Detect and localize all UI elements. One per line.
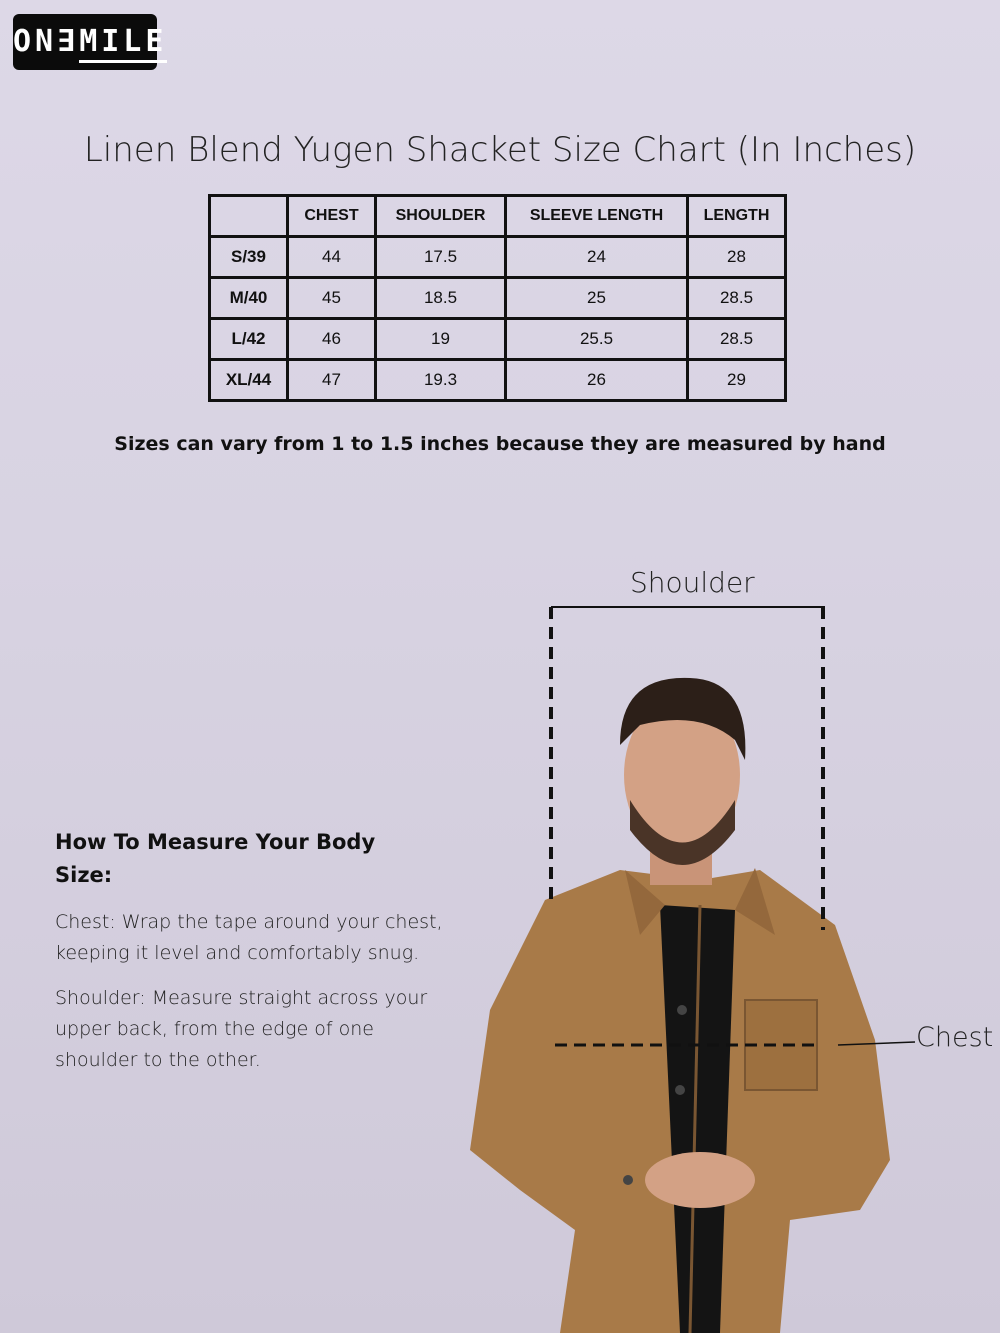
logo-text-right: MILE — [79, 24, 167, 63]
shoulder-label: Shoulder — [630, 566, 755, 599]
table-cell: 26 — [506, 360, 688, 401]
table-cell: 47 — [288, 360, 376, 401]
size-cell: M/40 — [210, 278, 288, 319]
table-cell: 18.5 — [376, 278, 506, 319]
measurement-note: Sizes can vary from 1 to 1.5 inches because they are measured by hand — [114, 433, 886, 455]
size-cell: XL/44 — [210, 360, 288, 401]
size-cell: S/39 — [210, 237, 288, 278]
table-cell: 25 — [506, 278, 688, 319]
table-header: CHEST — [288, 196, 376, 237]
table-header: SHOULDER — [376, 196, 506, 237]
table-header: LENGTH — [688, 196, 786, 237]
page-title: Linen Blend Yugen Shacket Size Chart (In Inches) — [83, 130, 917, 170]
size-cell: L/42 — [210, 319, 288, 360]
table-cell: 28 — [688, 237, 786, 278]
table-cell: 19.3 — [376, 360, 506, 401]
shoulder-instruction: Shoulder: Measure straight across your upper back, from the edge of one shoulder to the other. — [55, 987, 428, 1071]
howto-title: How To Measure Your Body Size: — [55, 830, 376, 887]
table-cell: 45 — [288, 278, 376, 319]
table-header: SLEEVE LENGTH — [506, 196, 688, 237]
table-cell: 44 — [288, 237, 376, 278]
table-cell: 17.5 — [376, 237, 506, 278]
table-cell: 19 — [376, 319, 506, 360]
logo-text-left: ON∃ — [13, 24, 80, 59]
table-cell: 25.5 — [506, 319, 688, 360]
chest-label: Chest — [916, 1022, 994, 1053]
chest-instruction: Chest: Wrap the tape around your chest, keeping it level and comfortably snug. — [55, 911, 443, 964]
table-cell: 29 — [688, 360, 786, 401]
table-cell: 24 — [506, 237, 688, 278]
table-cell: 28.5 — [688, 278, 786, 319]
table-cell: 28.5 — [688, 319, 786, 360]
table-cell: 46 — [288, 319, 376, 360]
